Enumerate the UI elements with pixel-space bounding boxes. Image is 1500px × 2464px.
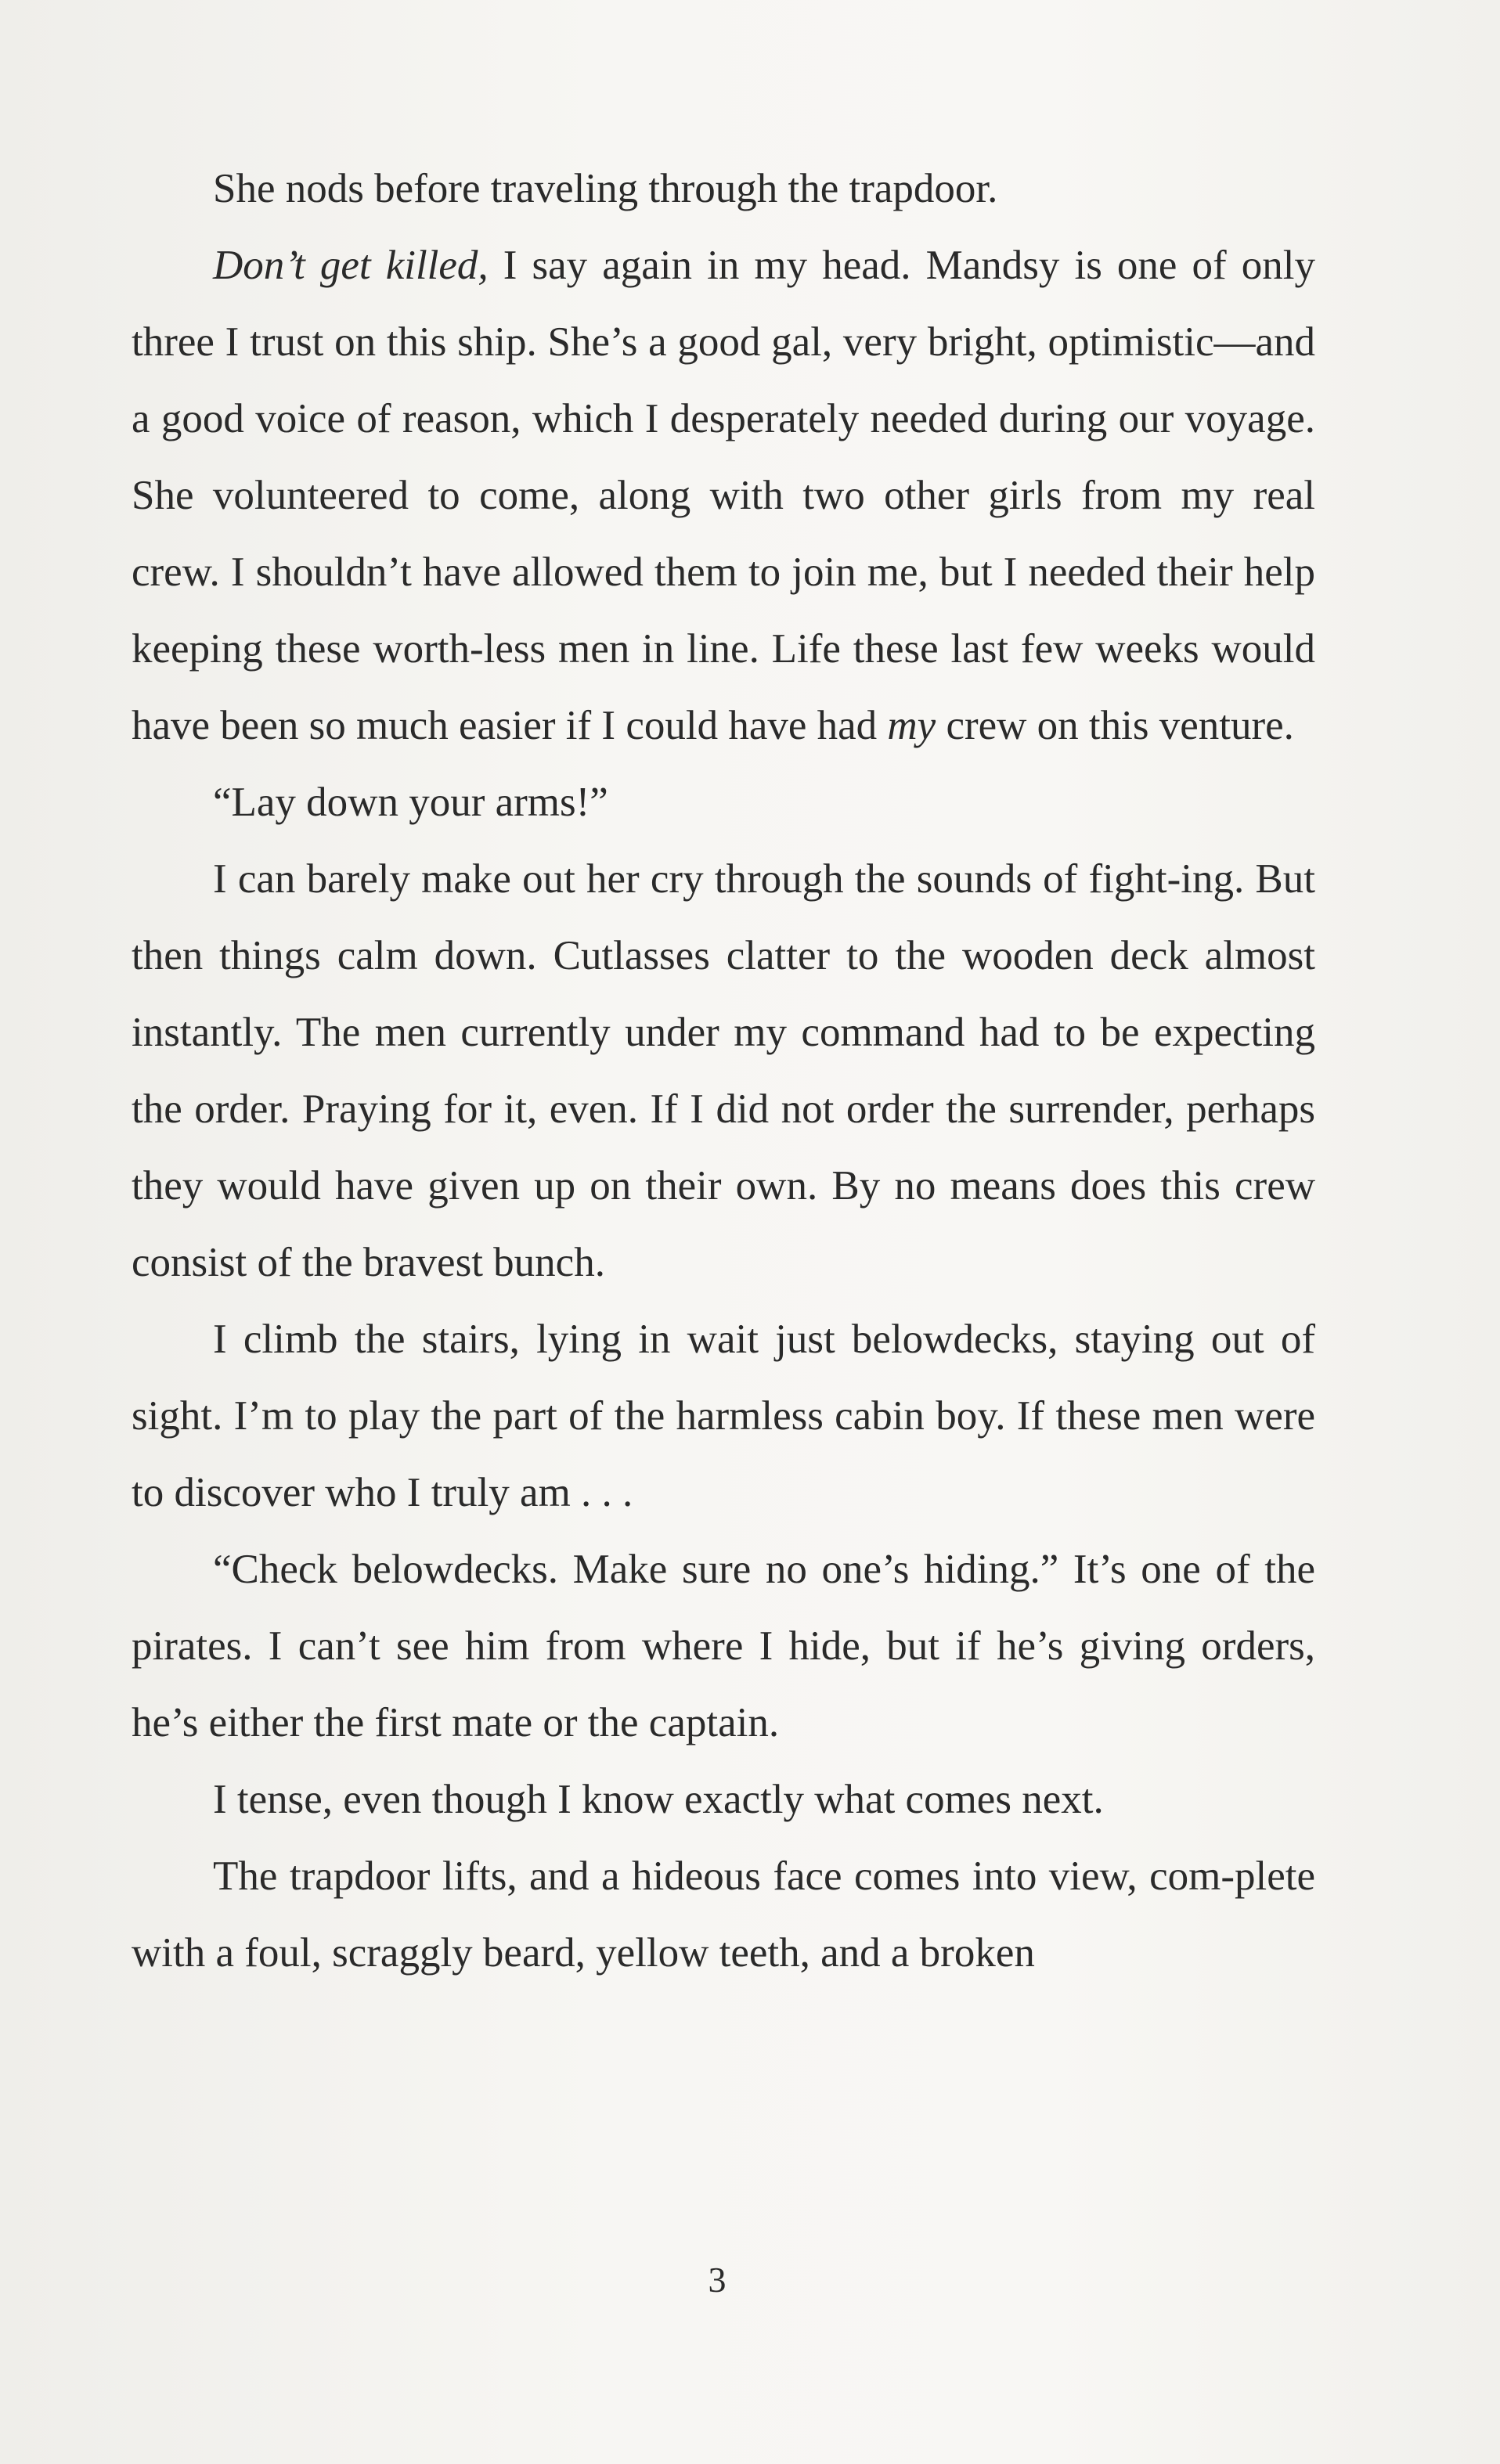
paragraph <box>132 1838 1315 1991</box>
text-run: I tense, even though I know exactly what comes next. <box>213 1777 1104 1822</box>
paragraph <box>132 1301 1315 1531</box>
text-run: I climb the stairs, lying in wait just belowdecks, staying out of sight. I’m to play the part of the harmless cabin boy. If these men were to discover who I truly am . . . <box>132 1317 1315 1515</box>
text-run: I say again in my head. Mandsy is one of only three I trust on this ship. She’s a good gal, very bright, optimistic—and a good voice of reason, which I desperately needed during our voyage. She volunteered to come, along with two other girls from my real crew. I shouldn’t have allowed them to join me, but I needed their help keeping these worth-less men in line. Life these last few weeks would have been so much easier if I could have had <box>132 243 1316 748</box>
paragraph <box>132 1761 1315 1838</box>
body-text <box>132 150 1315 1991</box>
text-run: “Lay down your arms!” <box>213 780 608 825</box>
italic-text-run: my <box>887 703 936 748</box>
paragraph <box>132 764 1315 841</box>
text-run: I can barely make out her cry through the sounds of fight-ing. But then things calm down. Cutlasses clatter to the wooden deck almost instantly. The men currently under my command had to be expecting the order. Praying for it, even. If I did not order the surrender, perhaps they would have given up on their own. By no means does this crew consist of the bravest bunch. <box>132 856 1315 1285</box>
italic-text-run: Don’t get killed, <box>213 243 489 288</box>
text-run: “Check belowdecks. Make sure no one’s hiding.” It’s one of the pirates. I can’t see him from where I hide, but if he’s giving orders, he’s either the first mate or the captain. <box>132 1547 1315 1745</box>
text-run: crew on this venture. <box>936 703 1294 748</box>
paragraph <box>132 150 1315 227</box>
paragraph <box>132 841 1315 1301</box>
text-run: She nods before traveling through the trapdoor. <box>213 166 998 211</box>
text-run: The trapdoor lifts, and a hideous face comes into view, com-plete with a foul, scraggly beard, yellow teeth, and a broken <box>132 1853 1315 1976</box>
page-number: 3 <box>708 2260 727 2300</box>
paragraph <box>132 227 1315 764</box>
paragraph <box>132 1531 1315 1761</box>
